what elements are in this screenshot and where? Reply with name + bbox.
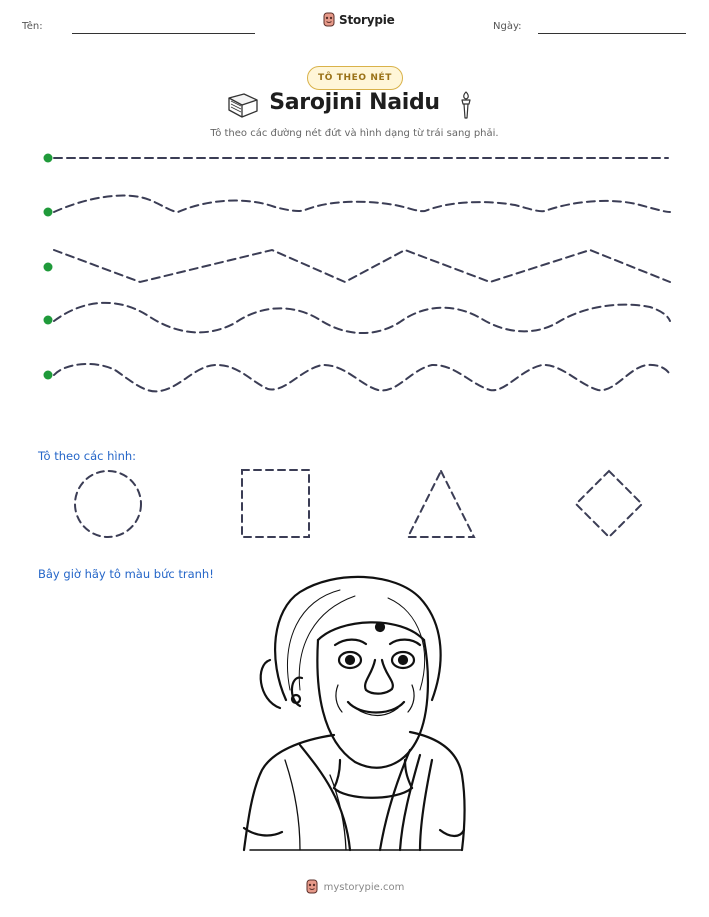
trace-line-wave[interactable] bbox=[54, 196, 670, 212]
trace-line-wave[interactable] bbox=[54, 303, 670, 333]
trace-line-curvy[interactable] bbox=[54, 364, 670, 391]
shapes-section-label: Tô theo các hình: bbox=[38, 449, 137, 463]
brand-name: Storypie bbox=[339, 13, 395, 27]
trace-shape-circle[interactable] bbox=[75, 471, 141, 537]
coloring-illustration[interactable] bbox=[244, 577, 465, 850]
start-dot bbox=[44, 371, 53, 380]
name-label: Tên: bbox=[22, 21, 43, 32]
instructions: Tô theo các đường nét đứt và hình dạng từ trái sang phải. bbox=[210, 128, 499, 139]
start-dot bbox=[44, 263, 53, 272]
start-dot bbox=[44, 154, 53, 163]
worksheet-title: Sarojini Naidu bbox=[269, 90, 440, 115]
storypie-mascot-icon bbox=[305, 879, 319, 895]
start-dot bbox=[44, 316, 53, 325]
coloring-section-label: Bây giờ hãy tô màu bức tranh! bbox=[38, 567, 214, 581]
trace-shape-diamond[interactable] bbox=[576, 471, 642, 537]
worksheet-badge: TÔ THEO NÉT bbox=[307, 66, 403, 90]
trace-line-zigzag[interactable] bbox=[54, 250, 670, 282]
footer bbox=[0, 879, 709, 895]
date-label: Ngày: bbox=[493, 21, 522, 32]
start-dot bbox=[44, 208, 53, 217]
trace-shape-triangle[interactable] bbox=[408, 471, 474, 537]
trace-shape-square[interactable] bbox=[242, 470, 309, 537]
footer-site[interactable]: mystorypie.com bbox=[323, 881, 405, 893]
